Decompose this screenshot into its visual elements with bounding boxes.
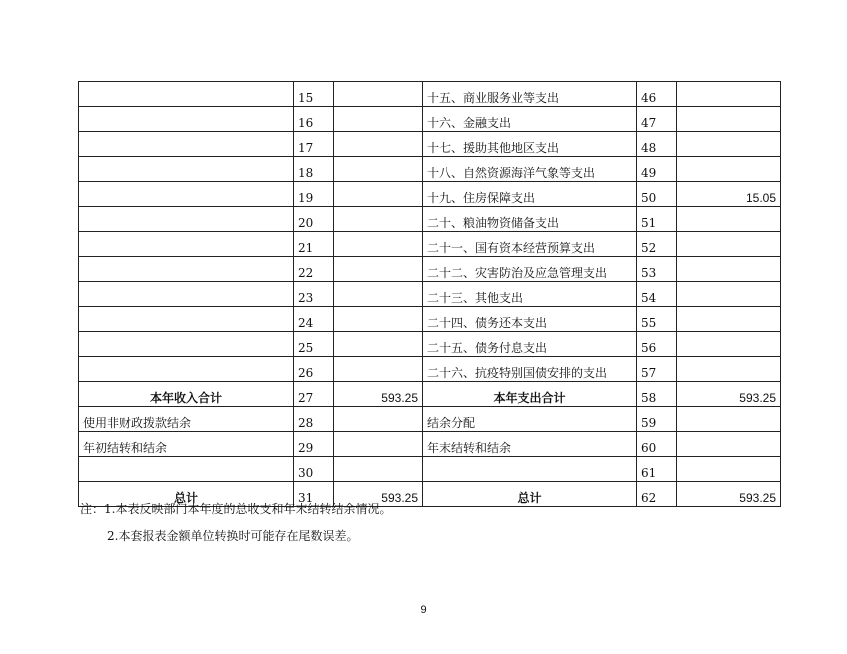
note-2: 2.本套报表金额单位转换时可能存在尾数误差。 [107,529,359,543]
income-item-label [79,307,294,332]
income-item-label [79,232,294,257]
income-item-label: 总计 [79,482,294,507]
income-amount [334,407,423,432]
expense-amount [677,357,781,382]
expense-line-number: 46 [637,82,677,107]
table-body [79,82,781,507]
income-amount [334,257,423,282]
income-item-label [79,257,294,282]
income-item-label [79,332,294,357]
expense-amount [677,257,781,282]
table-row [79,232,781,257]
table-row [79,107,781,132]
income-line-number: 22 [294,257,334,282]
expense-line-number: 49 [637,157,677,182]
expense-item-label: 十六、金融支出 [423,107,637,132]
table-row [79,207,781,232]
expense-amount [677,282,781,307]
expense-item-label: 总计 [423,482,637,507]
expense-amount: 593.25 [677,482,781,507]
expense-line-number: 57 [637,357,677,382]
table-row [79,282,781,307]
expense-line-number: 56 [637,332,677,357]
expense-line-number: 48 [637,132,677,157]
expense-amount [677,457,781,482]
income-amount [334,432,423,457]
income-amount [334,82,423,107]
expense-line-number: 50 [637,182,677,207]
table-row [79,82,781,107]
table-row [79,182,781,207]
income-item-label [79,457,294,482]
note-1: 注：1.本表反映部门本年度的总收支和年末结转结余情况。 [80,502,392,516]
expense-amount [677,157,781,182]
income-line-number: 28 [294,407,334,432]
income-line-number: 17 [294,132,334,157]
table-row [79,382,781,407]
expense-item-label [423,457,637,482]
income-amount: 593.25 [334,482,423,507]
income-amount: 593.25 [334,382,423,407]
expense-amount [677,82,781,107]
expense-line-number: 55 [637,307,677,332]
income-line-number: 21 [294,232,334,257]
income-line-number: 26 [294,357,334,382]
income-amount [334,332,423,357]
income-amount [334,182,423,207]
income-amount [334,357,423,382]
income-line-number: 29 [294,432,334,457]
income-amount [334,207,423,232]
income-line-number: 20 [294,207,334,232]
table-row [79,407,781,432]
expense-item-label: 二十三、其他支出 [423,282,637,307]
table-row [79,357,781,382]
expense-item-label: 二十四、债务还本支出 [423,307,637,332]
expense-line-number: 52 [637,232,677,257]
expense-line-number: 51 [637,207,677,232]
income-item-label: 使用非财政拨款结余 [79,407,294,432]
income-item-label [79,182,294,207]
expense-item-label: 结余分配 [423,407,637,432]
expense-item-label: 年末结转和结余 [423,432,637,457]
expense-amount [677,107,781,132]
expense-amount [677,432,781,457]
income-amount [334,232,423,257]
budget-table [78,81,781,507]
income-line-number: 30 [294,457,334,482]
expense-item-label: 本年支出合计 [423,382,637,407]
income-line-number: 25 [294,332,334,357]
expense-amount: 15.05 [677,182,781,207]
expense-line-number: 58 [637,382,677,407]
table-row [79,132,781,157]
income-amount [334,157,423,182]
expense-amount: 593.25 [677,382,781,407]
income-amount [334,107,423,132]
expense-item-label: 十七、援助其他地区支出 [423,132,637,157]
income-line-number: 24 [294,307,334,332]
table-row [79,332,781,357]
income-item-label [79,107,294,132]
expense-amount [677,407,781,432]
expense-amount [677,207,781,232]
expense-amount [677,132,781,157]
expense-item-label: 二十五、债务付息支出 [423,332,637,357]
table-row [79,307,781,332]
expense-item-label: 二十六、抗疫特别国债安排的支出 [423,357,637,382]
expense-line-number: 60 [637,432,677,457]
income-item-label [79,357,294,382]
table-row [79,432,781,457]
income-line-number: 23 [294,282,334,307]
income-line-number: 16 [294,107,334,132]
expense-line-number: 54 [637,282,677,307]
income-amount [334,307,423,332]
expense-amount [677,332,781,357]
income-item-label [79,132,294,157]
income-line-number: 27 [294,382,334,407]
table-row [79,457,781,482]
expense-amount [677,232,781,257]
expense-line-number: 61 [637,457,677,482]
income-item-label [79,157,294,182]
income-line-number: 15 [294,82,334,107]
expense-amount [677,307,781,332]
income-amount [334,457,423,482]
income-item-label [79,82,294,107]
table-row [79,257,781,282]
expense-line-number: 53 [637,257,677,282]
income-amount [334,282,423,307]
income-item-label: 年初结转和结余 [79,432,294,457]
table-row [79,157,781,182]
expense-item-label: 二十、粮油物资储备支出 [423,207,637,232]
expense-item-label: 二十二、灾害防治及应急管理支出 [423,257,637,282]
income-line-number: 18 [294,157,334,182]
expense-item-label: 十五、商业服务业等支出 [423,82,637,107]
expense-line-number: 47 [637,107,677,132]
expense-item-label: 十九、住房保障支出 [423,182,637,207]
expense-item-label: 十八、自然资源海洋气象等支出 [423,157,637,182]
expense-line-number: 62 [637,482,677,507]
page-number: 9 [420,604,427,616]
income-line-number: 19 [294,182,334,207]
expense-line-number: 59 [637,407,677,432]
income-item-label [79,282,294,307]
income-item-label [79,207,294,232]
income-amount [334,132,423,157]
income-line-number: 31 [294,482,334,507]
income-item-label: 本年收入合计 [79,382,294,407]
expense-item-label: 二十一、国有资本经营预算支出 [423,232,637,257]
